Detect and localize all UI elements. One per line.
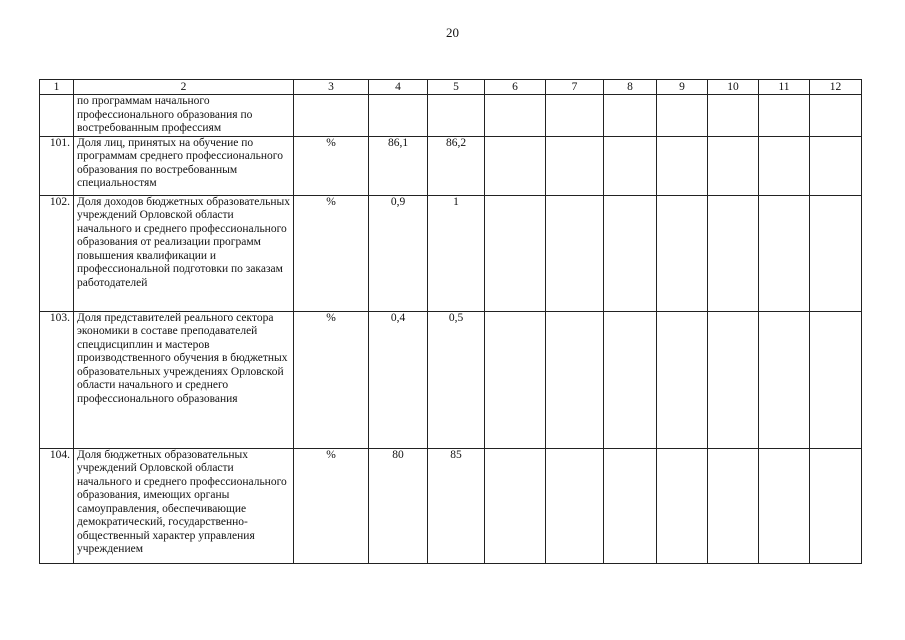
empty-cell bbox=[657, 95, 708, 137]
empty-cell bbox=[657, 195, 708, 311]
value-col-5: 1 bbox=[428, 195, 485, 311]
column-header: 8 bbox=[604, 80, 657, 95]
empty-cell bbox=[546, 136, 604, 195]
empty-cell bbox=[485, 136, 546, 195]
indicator-name: Доля доходов бюджетных образовательных учреждений Орловской области начального и среднего профессионального образования от реализации программ повышения квалификации и профессиональной подготовки по заказам работодателей bbox=[74, 195, 294, 311]
column-header: 2 bbox=[74, 80, 294, 95]
empty-cell bbox=[604, 448, 657, 563]
empty-cell bbox=[759, 136, 810, 195]
column-header: 12 bbox=[810, 80, 862, 95]
empty-cell bbox=[657, 311, 708, 448]
row-number: 103. bbox=[40, 311, 74, 448]
empty-cell bbox=[708, 136, 759, 195]
empty-cell bbox=[546, 311, 604, 448]
value-col-5: 86,2 bbox=[428, 136, 485, 195]
empty-cell bbox=[759, 95, 810, 137]
empty-cell bbox=[485, 311, 546, 448]
column-header: 3 bbox=[294, 80, 369, 95]
value-col-4: 0,4 bbox=[369, 311, 428, 448]
empty-cell bbox=[708, 195, 759, 311]
empty-cell bbox=[485, 448, 546, 563]
empty-cell bbox=[759, 448, 810, 563]
column-header: 6 bbox=[485, 80, 546, 95]
table-row bbox=[40, 136, 862, 195]
column-header: 11 bbox=[759, 80, 810, 95]
row-number: 104. bbox=[40, 448, 74, 563]
empty-cell bbox=[485, 195, 546, 311]
indicator-name: по программам начального профессионального образования по востребованным профессиям bbox=[74, 95, 294, 137]
table-row bbox=[40, 311, 862, 448]
unit-cell: % bbox=[294, 311, 369, 448]
empty-cell bbox=[657, 448, 708, 563]
column-header: 10 bbox=[708, 80, 759, 95]
column-header: 7 bbox=[546, 80, 604, 95]
empty-cell bbox=[708, 311, 759, 448]
empty-cell bbox=[810, 95, 862, 137]
value-col-4: 0,9 bbox=[369, 195, 428, 311]
empty-cell bbox=[604, 311, 657, 448]
table-row bbox=[40, 95, 862, 137]
empty-cell bbox=[810, 311, 862, 448]
table-row bbox=[40, 195, 862, 311]
empty-cell bbox=[810, 195, 862, 311]
column-header: 4 bbox=[369, 80, 428, 95]
empty-cell bbox=[546, 448, 604, 563]
header-row bbox=[40, 80, 862, 95]
empty-cell bbox=[657, 136, 708, 195]
value-col-4 bbox=[369, 95, 428, 137]
row-number: 101. bbox=[40, 136, 74, 195]
unit-cell: % bbox=[294, 136, 369, 195]
empty-cell bbox=[708, 448, 759, 563]
empty-cell bbox=[810, 136, 862, 195]
empty-cell bbox=[759, 195, 810, 311]
value-col-4: 80 bbox=[369, 448, 428, 563]
indicator-name: Доля представителей реального сектора экономики в составе преподавателей спецдисциплин и мастеров производственного обучения в бюджетных образовательных учреждениях Орловской области начального и среднего профессионального образования bbox=[74, 311, 294, 448]
value-col-5 bbox=[428, 95, 485, 137]
table-row bbox=[40, 448, 862, 563]
empty-cell bbox=[546, 95, 604, 137]
row-number bbox=[40, 95, 74, 137]
unit-cell: % bbox=[294, 195, 369, 311]
empty-cell bbox=[759, 311, 810, 448]
column-header: 5 bbox=[428, 80, 485, 95]
empty-cell bbox=[604, 95, 657, 137]
empty-cell bbox=[810, 448, 862, 563]
empty-cell bbox=[546, 195, 604, 311]
indicator-name: Доля бюджетных образовательных учреждений Орловской области начального и среднего профессионального образования, имеющих органы самоуправления, обеспечивающие демократический, государственно-общественный характер управления учреждением bbox=[74, 448, 294, 563]
column-header: 9 bbox=[657, 80, 708, 95]
row-number: 102. bbox=[40, 195, 74, 311]
column-header: 1 bbox=[40, 80, 74, 95]
unit-cell bbox=[294, 95, 369, 137]
empty-cell bbox=[604, 136, 657, 195]
value-col-5: 0,5 bbox=[428, 311, 485, 448]
unit-cell: % bbox=[294, 448, 369, 563]
indicator-name: Доля лиц, принятых на обучение по программам среднего профессионального образования по востребованным специальностям bbox=[74, 136, 294, 195]
empty-cell bbox=[485, 95, 546, 137]
indicator-table bbox=[39, 79, 862, 564]
empty-cell bbox=[708, 95, 759, 137]
page-number: 20 bbox=[446, 25, 459, 40]
value-col-4: 86,1 bbox=[369, 136, 428, 195]
empty-cell bbox=[604, 195, 657, 311]
value-col-5: 85 bbox=[428, 448, 485, 563]
